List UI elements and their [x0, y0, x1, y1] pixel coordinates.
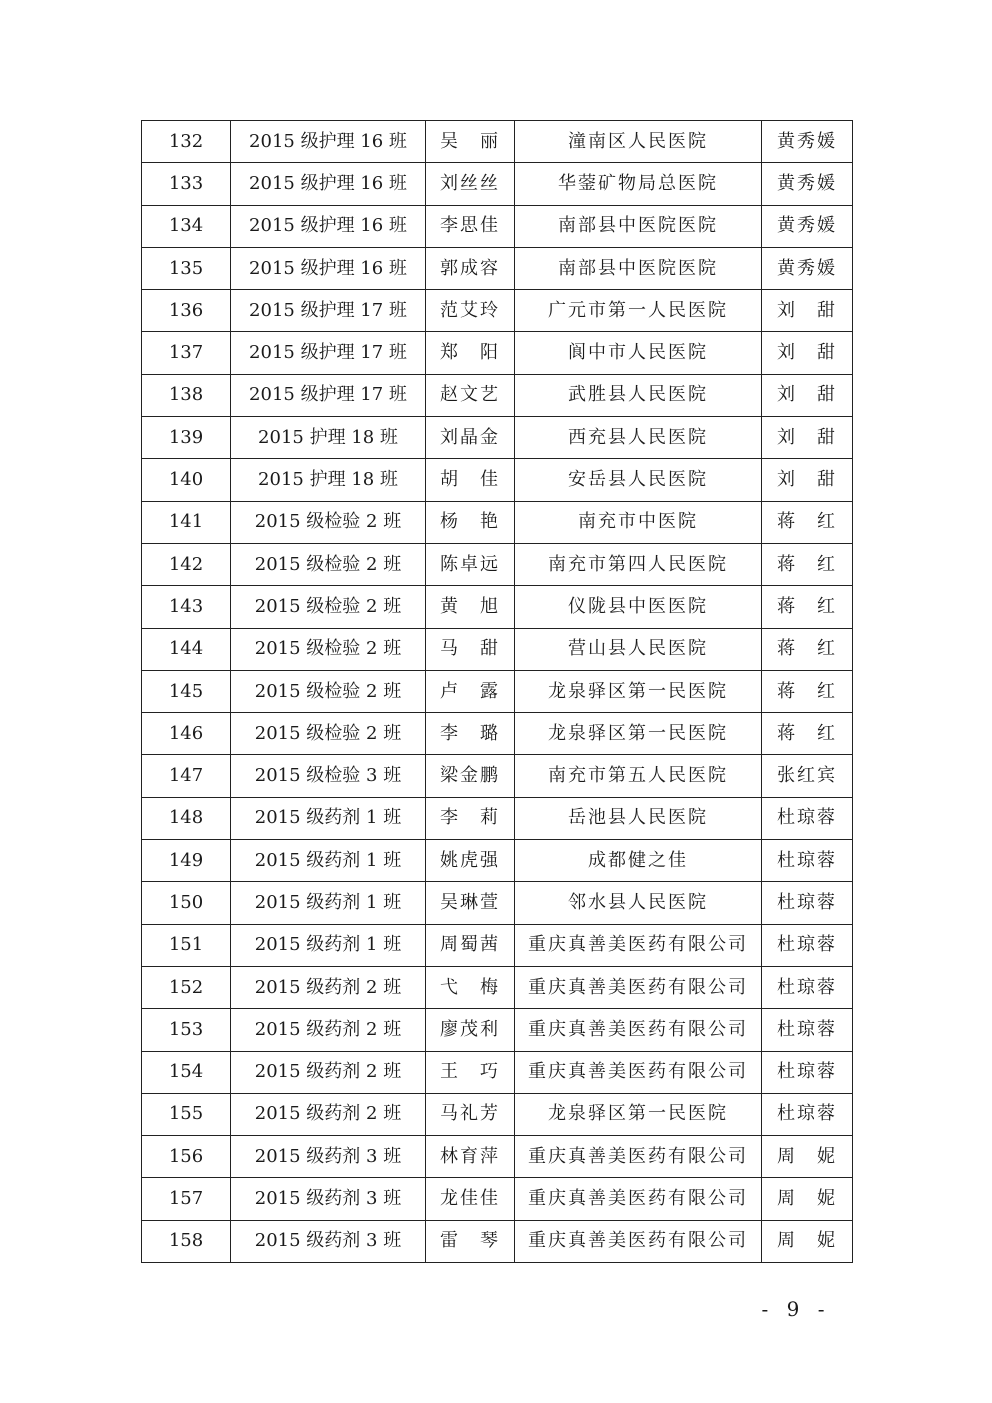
cell-teacher: 张红宾 [762, 755, 853, 797]
cell-teacher: 刘 甜 [762, 290, 853, 332]
cell-class: 2015 级检验 2 班 [231, 713, 426, 755]
cell-class: 2015 级护理 16 班 [231, 163, 426, 205]
table-row [142, 1093, 853, 1135]
table-row [142, 670, 853, 712]
table-row [142, 247, 853, 289]
table-row [142, 417, 853, 459]
cell-teacher: 黄秀媛 [762, 163, 853, 205]
table-row [142, 459, 853, 501]
cell-class: 2015 级药剂 2 班 [231, 966, 426, 1008]
cell-teacher: 杜琼蓉 [762, 1009, 853, 1051]
table-row [142, 290, 853, 332]
table-row [142, 713, 853, 755]
cell-class: 2015 级检验 2 班 [231, 543, 426, 585]
cell-number: 134 [142, 205, 231, 247]
cell-student-name: 周蜀茜 [426, 924, 515, 966]
cell-class: 2015 级药剂 1 班 [231, 924, 426, 966]
cell-student-name: 李思佳 [426, 205, 515, 247]
cell-teacher: 蒋 红 [762, 713, 853, 755]
cell-placement-unit: 营山县人民医院 [515, 628, 762, 670]
cell-class: 2015 级药剂 3 班 [231, 1136, 426, 1178]
cell-class: 2015 级护理 17 班 [231, 332, 426, 374]
cell-student-name: 王 巧 [426, 1051, 515, 1093]
cell-student-name: 刘晶金 [426, 417, 515, 459]
cell-teacher: 刘 甜 [762, 374, 853, 416]
table-row [142, 205, 853, 247]
cell-placement-unit: 重庆真善美医药有限公司 [515, 966, 762, 1008]
cell-student-name: 弋 梅 [426, 966, 515, 1008]
cell-class: 2015 级护理 17 班 [231, 374, 426, 416]
cell-student-name: 雷 琴 [426, 1220, 515, 1262]
cell-student-name: 李 璐 [426, 713, 515, 755]
cell-class: 2015 护理 18 班 [231, 459, 426, 501]
cell-teacher: 蒋 红 [762, 628, 853, 670]
cell-teacher: 蒋 红 [762, 543, 853, 585]
cell-student-name: 陈卓远 [426, 543, 515, 585]
cell-class: 2015 级药剂 2 班 [231, 1009, 426, 1051]
cell-placement-unit: 重庆真善美医药有限公司 [515, 1009, 762, 1051]
cell-number: 141 [142, 501, 231, 543]
cell-student-name: 廖茂利 [426, 1009, 515, 1051]
cell-number: 157 [142, 1178, 231, 1220]
cell-number: 158 [142, 1220, 231, 1262]
table-row [142, 121, 853, 163]
cell-placement-unit: 重庆真善美医药有限公司 [515, 1136, 762, 1178]
cell-placement-unit: 龙泉驿区第一民医院 [515, 1093, 762, 1135]
cell-number: 144 [142, 628, 231, 670]
cell-teacher: 周 妮 [762, 1220, 853, 1262]
cell-placement-unit: 广元市第一人民医院 [515, 290, 762, 332]
cell-number: 147 [142, 755, 231, 797]
cell-student-name: 郑 阳 [426, 332, 515, 374]
cell-placement-unit: 成都健之佳 [515, 840, 762, 882]
cell-number: 150 [142, 882, 231, 924]
table-row [142, 1051, 853, 1093]
cell-teacher: 黄秀媛 [762, 247, 853, 289]
table-row [142, 543, 853, 585]
cell-class: 2015 级药剂 3 班 [231, 1220, 426, 1262]
cell-teacher: 黄秀媛 [762, 205, 853, 247]
table-row [142, 755, 853, 797]
cell-teacher: 蒋 红 [762, 501, 853, 543]
cell-student-name: 范艾玲 [426, 290, 515, 332]
table-row [142, 1178, 853, 1220]
cell-class: 2015 级药剂 1 班 [231, 797, 426, 839]
cell-number: 143 [142, 586, 231, 628]
cell-class: 2015 级药剂 2 班 [231, 1051, 426, 1093]
cell-number: 152 [142, 966, 231, 1008]
internship-assignment-table [141, 120, 853, 1263]
table-row [142, 1009, 853, 1051]
cell-teacher: 蒋 红 [762, 670, 853, 712]
cell-placement-unit: 龙泉驿区第一民医院 [515, 713, 762, 755]
cell-student-name: 吴 丽 [426, 121, 515, 163]
cell-placement-unit: 南部县中医院医院 [515, 205, 762, 247]
cell-teacher: 蒋 红 [762, 586, 853, 628]
cell-teacher: 杜琼蓉 [762, 1051, 853, 1093]
cell-number: 148 [142, 797, 231, 839]
cell-number: 151 [142, 924, 231, 966]
table-row [142, 1136, 853, 1178]
cell-class: 2015 级药剂 1 班 [231, 840, 426, 882]
cell-placement-unit: 重庆真善美医药有限公司 [515, 1051, 762, 1093]
table-row [142, 924, 853, 966]
cell-number: 136 [142, 290, 231, 332]
table-row [142, 797, 853, 839]
cell-student-name: 梁金鹏 [426, 755, 515, 797]
cell-placement-unit: 南部县中医院医院 [515, 247, 762, 289]
cell-number: 156 [142, 1136, 231, 1178]
cell-number: 155 [142, 1093, 231, 1135]
cell-placement-unit: 西充县人民医院 [515, 417, 762, 459]
cell-class: 2015 级检验 2 班 [231, 670, 426, 712]
cell-student-name: 杨 艳 [426, 501, 515, 543]
cell-teacher: 杜琼蓉 [762, 924, 853, 966]
table-row [142, 628, 853, 670]
table-row [142, 332, 853, 374]
cell-number: 140 [142, 459, 231, 501]
cell-placement-unit: 邻水县人民医院 [515, 882, 762, 924]
cell-number: 145 [142, 670, 231, 712]
cell-student-name: 卢 露 [426, 670, 515, 712]
cell-number: 137 [142, 332, 231, 374]
cell-class: 2015 护理 18 班 [231, 417, 426, 459]
cell-student-name: 刘丝丝 [426, 163, 515, 205]
cell-student-name: 李 莉 [426, 797, 515, 839]
cell-teacher: 刘 甜 [762, 459, 853, 501]
cell-student-name: 林育萍 [426, 1136, 515, 1178]
cell-number: 142 [142, 543, 231, 585]
cell-placement-unit: 仪陇县中医医院 [515, 586, 762, 628]
cell-class: 2015 级检验 2 班 [231, 586, 426, 628]
table-row [142, 840, 853, 882]
cell-placement-unit: 安岳县人民医院 [515, 459, 762, 501]
cell-class: 2015 级药剂 1 班 [231, 882, 426, 924]
cell-number: 139 [142, 417, 231, 459]
cell-teacher: 黄秀媛 [762, 121, 853, 163]
cell-teacher: 杜琼蓉 [762, 966, 853, 1008]
cell-placement-unit: 重庆真善美医药有限公司 [515, 1220, 762, 1262]
cell-number: 132 [142, 121, 231, 163]
cell-placement-unit: 重庆真善美医药有限公司 [515, 924, 762, 966]
cell-placement-unit: 南充市第四人民医院 [515, 543, 762, 585]
cell-student-name: 胡 佳 [426, 459, 515, 501]
cell-number: 149 [142, 840, 231, 882]
cell-placement-unit: 武胜县人民医院 [515, 374, 762, 416]
cell-teacher: 刘 甜 [762, 332, 853, 374]
table-row [142, 966, 853, 1008]
cell-teacher: 杜琼蓉 [762, 1093, 853, 1135]
cell-number: 135 [142, 247, 231, 289]
cell-class: 2015 级检验 3 班 [231, 755, 426, 797]
table-row [142, 501, 853, 543]
page-number: - 9 - [761, 1297, 831, 1321]
cell-placement-unit: 岳池县人民医院 [515, 797, 762, 839]
cell-teacher: 周 妮 [762, 1136, 853, 1178]
cell-student-name: 马礼芳 [426, 1093, 515, 1135]
cell-number: 138 [142, 374, 231, 416]
cell-placement-unit: 重庆真善美医药有限公司 [515, 1178, 762, 1220]
cell-student-name: 姚虎强 [426, 840, 515, 882]
cell-teacher: 周 妮 [762, 1178, 853, 1220]
cell-class: 2015 级护理 16 班 [231, 121, 426, 163]
cell-class: 2015 级药剂 3 班 [231, 1178, 426, 1220]
cell-teacher: 杜琼蓉 [762, 840, 853, 882]
cell-student-name: 赵文艺 [426, 374, 515, 416]
cell-class: 2015 级护理 16 班 [231, 247, 426, 289]
table-row [142, 586, 853, 628]
cell-placement-unit: 华蓥矿物局总医院 [515, 163, 762, 205]
cell-number: 146 [142, 713, 231, 755]
cell-teacher: 杜琼蓉 [762, 797, 853, 839]
cell-placement-unit: 南充市中医院 [515, 501, 762, 543]
cell-number: 154 [142, 1051, 231, 1093]
cell-teacher: 刘 甜 [762, 417, 853, 459]
cell-number: 133 [142, 163, 231, 205]
cell-placement-unit: 潼南区人民医院 [515, 121, 762, 163]
cell-placement-unit: 南充市第五人民医院 [515, 755, 762, 797]
cell-class: 2015 级药剂 2 班 [231, 1093, 426, 1135]
cell-student-name: 吴琳萱 [426, 882, 515, 924]
cell-student-name: 郭成容 [426, 247, 515, 289]
cell-student-name: 龙佳佳 [426, 1178, 515, 1220]
table-row [142, 1220, 853, 1262]
cell-placement-unit: 阆中市人民医院 [515, 332, 762, 374]
table-row [142, 374, 853, 416]
cell-teacher: 杜琼蓉 [762, 882, 853, 924]
cell-student-name: 马 甜 [426, 628, 515, 670]
cell-placement-unit: 龙泉驿区第一民医院 [515, 670, 762, 712]
cell-number: 153 [142, 1009, 231, 1051]
cell-student-name: 黄 旭 [426, 586, 515, 628]
table-row [142, 163, 853, 205]
cell-class: 2015 级护理 17 班 [231, 290, 426, 332]
table-body [142, 121, 853, 1263]
cell-class: 2015 级检验 2 班 [231, 501, 426, 543]
table-row [142, 882, 853, 924]
cell-class: 2015 级护理 16 班 [231, 205, 426, 247]
cell-class: 2015 级检验 2 班 [231, 628, 426, 670]
